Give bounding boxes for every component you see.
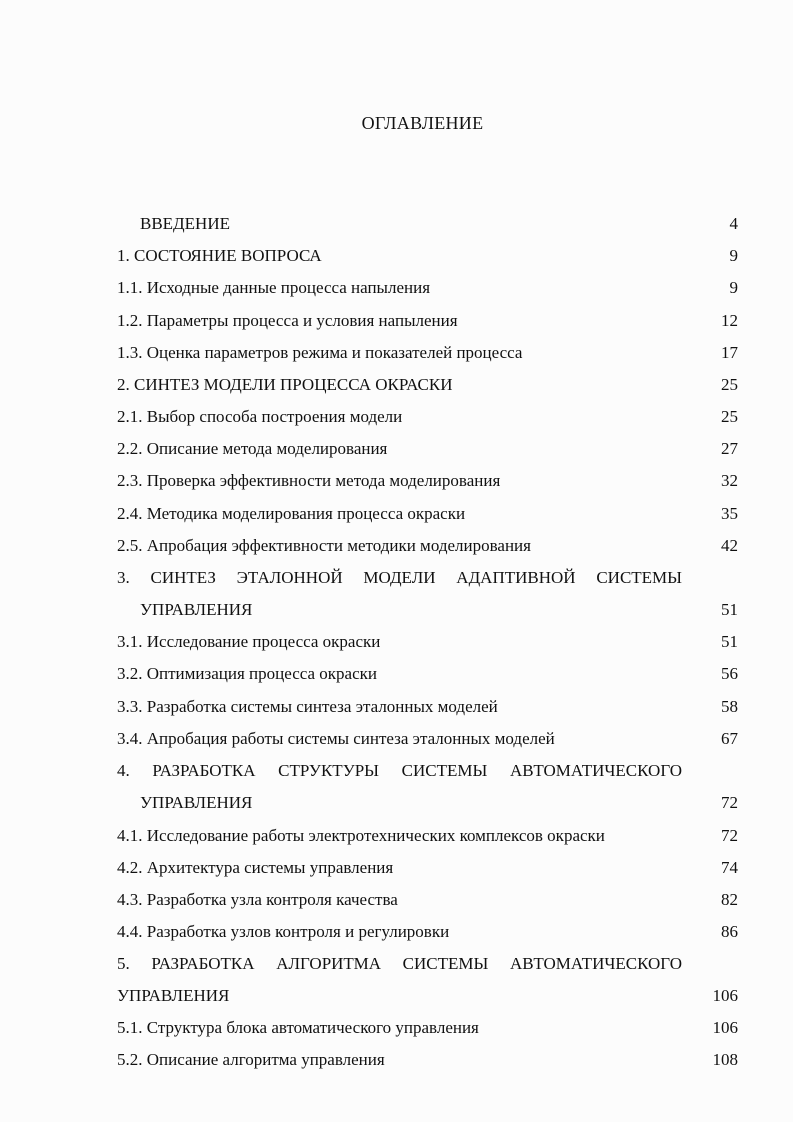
toc-entry-section-1-3 xyxy=(117,341,738,365)
toc-entry-label: УПРАВЛЕНИЯ xyxy=(140,600,253,619)
toc-entry-section-1-2 xyxy=(117,309,738,333)
toc-entry-label: 2.3. Проверка эффективности метода моделирования xyxy=(117,471,501,490)
toc-entry-label: 2.5. Апробация эффективности методики моделирования xyxy=(117,536,531,555)
toc-entry-chapter-2 xyxy=(117,373,738,397)
toc-entry-label: 1.3. Оценка параметров режима и показателей процесса xyxy=(117,343,523,362)
toc-entry-label: 1. СОСТОЯНИЕ ВОПРОСА xyxy=(117,246,322,265)
toc-entry-label: 1.1. Исходные данные процесса напыления xyxy=(117,278,431,297)
toc-entry-chapter-4 xyxy=(117,759,738,783)
toc-entry-page: 108 xyxy=(712,1050,738,1069)
toc-entry-chapter-3 xyxy=(117,566,738,590)
toc-entry-section-4-2 xyxy=(117,856,738,880)
toc-entry-section-2-1 xyxy=(117,405,738,429)
toc-entry-label: 3.2. Оптимизация процесса окраски xyxy=(117,664,377,683)
toc-title: ОГЛАВЛЕНИЕ xyxy=(361,113,484,133)
toc-entry-page: 4 xyxy=(729,214,738,233)
toc-entry-page: 35 xyxy=(721,504,738,523)
toc-entry-introduction xyxy=(117,212,738,236)
toc-entry-page: 67 xyxy=(721,729,738,748)
toc-entry-section-3-4 xyxy=(117,727,738,751)
toc-entry-section-2-5 xyxy=(117,534,738,558)
toc-entry-chapter-5-cont xyxy=(117,984,738,1008)
toc-entry-section-4-1 xyxy=(117,824,738,848)
toc-entry-section-2-3 xyxy=(117,469,738,493)
toc-entry-page: 25 xyxy=(721,407,738,426)
toc-entry-label: УПРАВЛЕНИЯ xyxy=(117,986,230,1005)
toc-entry-label: 2.4. Методика моделирования процесса окраски xyxy=(117,504,466,523)
toc-entry-label: 2. СИНТЕЗ МОДЕЛИ ПРОЦЕССА ОКРАСКИ xyxy=(117,375,453,394)
toc-entry-section-3-3 xyxy=(117,695,738,719)
toc-entry-label: 4.3. Разработка узла контроля качества xyxy=(117,890,398,909)
toc-entry-chapter-4-cont xyxy=(117,791,738,815)
toc-entry-page: 32 xyxy=(721,471,738,490)
toc-entry-page: 9 xyxy=(729,246,738,265)
toc-entry-label: 4.4. Разработка узлов контроля и регулировки xyxy=(117,922,450,941)
toc-entry-page: 86 xyxy=(721,922,738,941)
toc-entry-label: 5.2. Описание алгоритма управления xyxy=(117,1050,385,1069)
toc-entry-chapter-3-cont xyxy=(117,598,738,622)
toc-entry-label: 3. СИНТЕЗ ЭТАЛОННОЙ МОДЕЛИ АДАПТИВНОЙ СИСТЕМЫ xyxy=(117,568,682,587)
toc-entry-label: 3.1. Исследование процесса окраски xyxy=(117,632,381,651)
toc-entry-page: 42 xyxy=(721,536,738,555)
toc-entry-page: 58 xyxy=(721,697,738,716)
toc-entry-page: 17 xyxy=(721,343,738,362)
toc-entry-page: 25 xyxy=(721,375,738,394)
toc-entry-page: 12 xyxy=(721,311,738,330)
toc-entry-section-2-2 xyxy=(117,437,738,461)
toc-entry-page: 106 xyxy=(712,986,738,1005)
toc-entry-chapter-5 xyxy=(117,952,738,976)
toc-entry-label: 5. РАЗРАБОТКА АЛГОРИТМА СИСТЕМЫ АВТОМАТИЧЕСКОГО xyxy=(117,954,682,973)
toc-entry-section-3-2 xyxy=(117,662,738,686)
toc-entry-section-4-3 xyxy=(117,888,738,912)
toc-entry-page: 72 xyxy=(721,826,738,845)
toc-entry-label: ВВЕДЕНИЕ xyxy=(140,214,230,233)
toc-entry-label: 1.2. Параметры процесса и условия напыления xyxy=(117,311,458,330)
toc-entry-label: 4.1. Исследование работы электротехнических комплексов окраски xyxy=(117,826,605,845)
toc-entry-page: 106 xyxy=(712,1018,738,1037)
toc-entry-page: 51 xyxy=(721,600,738,619)
toc-entry-section-5-1 xyxy=(117,1016,738,1040)
toc-entry-page: 27 xyxy=(721,439,738,458)
toc-entry-label: 4. РАЗРАБОТКА СТРУКТУРЫ СИСТЕМЫ АВТОМАТИЧЕСКОГО xyxy=(117,761,682,780)
toc-entry-page: 51 xyxy=(721,632,738,651)
toc-entry-label: 5.1. Структура блока автоматического управления xyxy=(117,1018,479,1037)
toc-entry-section-4-4 xyxy=(117,920,738,944)
toc-entry-label: 3.4. Апробация работы системы синтеза эталонных моделей xyxy=(117,729,555,748)
toc-entry-page: 9 xyxy=(729,278,738,297)
toc-entry-label: УПРАВЛЕНИЯ xyxy=(140,793,253,812)
toc-entry-label: 2.1. Выбор способа построения модели xyxy=(117,407,403,426)
toc-entry-section-2-4 xyxy=(117,502,738,526)
toc-entry-page: 72 xyxy=(721,793,738,812)
toc-entry-page: 56 xyxy=(721,664,738,683)
toc-entry-label: 4.2. Архитектура системы управления xyxy=(117,858,394,877)
toc-entry-section-1-1 xyxy=(117,276,738,300)
toc-entry-chapter-1 xyxy=(117,244,738,268)
toc-entry-page: 82 xyxy=(721,890,738,909)
toc-entry-label: 2.2. Описание метода моделирования xyxy=(117,439,388,458)
toc-entry-section-3-1 xyxy=(117,630,738,654)
toc-entry-page: 74 xyxy=(721,858,738,877)
toc-entry-label: 3.3. Разработка системы синтеза эталонных моделей xyxy=(117,697,498,716)
toc-entry-section-5-2 xyxy=(117,1048,738,1072)
